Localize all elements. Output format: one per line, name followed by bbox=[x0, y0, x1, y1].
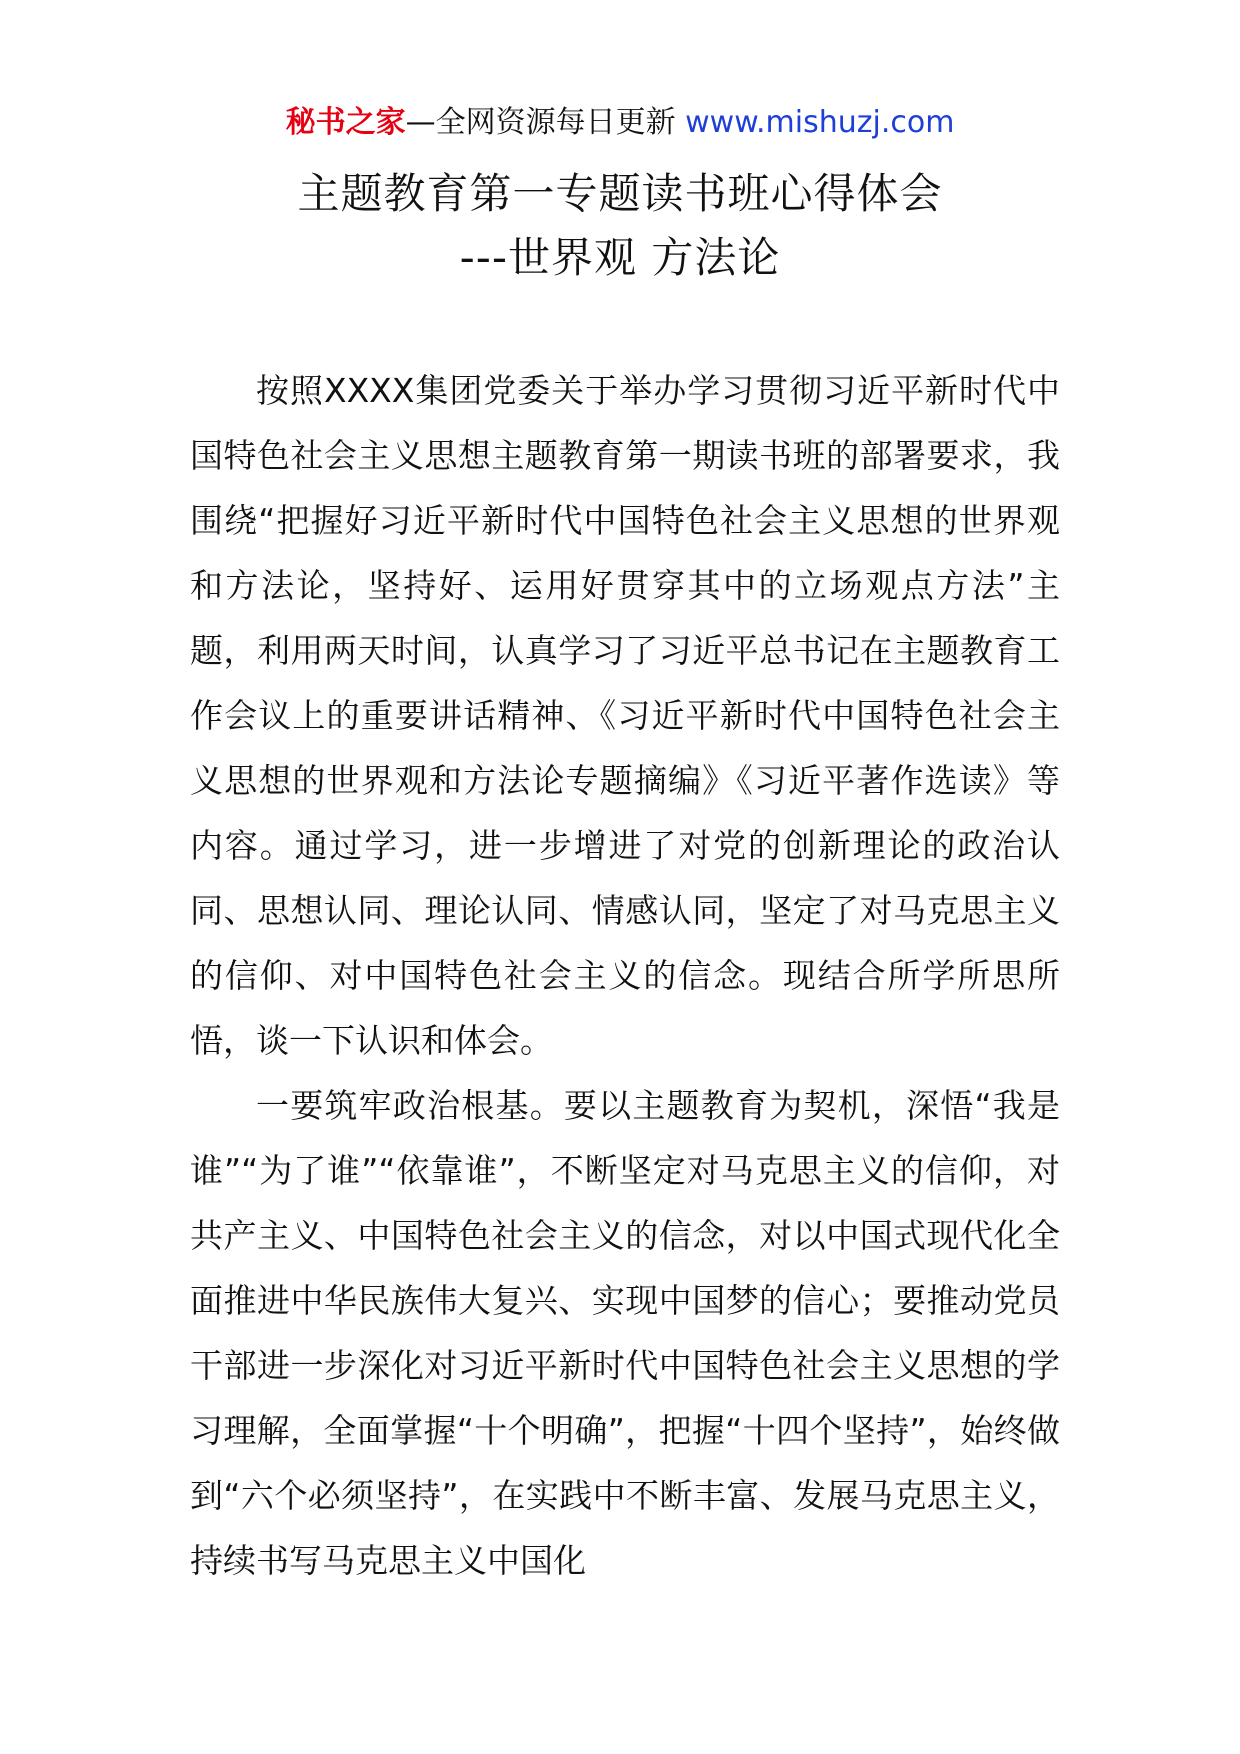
document-title: 主题教育第一专题读书班心得体会 bbox=[297, 169, 943, 218]
paragraph-point-one: 一要筑牢政治根基。要以主题教育为契机，深悟“我是谁”“为了谁”“依靠谁”，不断坚定对马克思主义的信仰，对共产主义、中国特色社会主义的信念，对以中国式现代化全面推进中华民族伟大复兴、实现中国梦的信心；要推动党员干部进一步深化对习近平新时代中国特色社会主义思想的学习理解，全面掌握“十个明确”，把握“十四个坚持”，始终做到“六个必须坚持”，在实践中不断丰富、发展马克思主义，持续书写马克思主义中国化 bbox=[190, 1086, 1060, 1580]
document-body bbox=[190, 358, 1060, 1593]
header-url[interactable]: www.mishuzj.com bbox=[685, 105, 955, 140]
document-subtitle: ---世界观 方法论 bbox=[459, 233, 781, 282]
page-header bbox=[0, 103, 1240, 143]
paragraph-intro: 按照XXXX集团党委关于举办学习贯彻习近平新时代中国特色社会主义思想主题教育第一期读书班的部署要求，我围绕“把握好习近平新时代中国特色社会主义思想的世界观和方法论，坚持好、运用好贯穿其中的立场观点方法”主题，利用两天时间，认真学习了习近平总书记在主题教育工作会议上的重要讲话精神、《习近平新时代中国特色社会主义思想的世界观和方法论专题摘编》《习近平著作选读》等内容。通过学习，进一步增进了对党的创新理论的政治认同、思想认同、理论认同、情感认同，坚定了对马克思主义的信仰、对中国特色社会主义的信念。现结合所学所思所悟，谈一下认识和体会。 bbox=[190, 371, 1060, 1060]
header-brand: 秘书之家 bbox=[285, 105, 406, 140]
header-tagline: —全网资源每日更新 bbox=[405, 105, 676, 140]
